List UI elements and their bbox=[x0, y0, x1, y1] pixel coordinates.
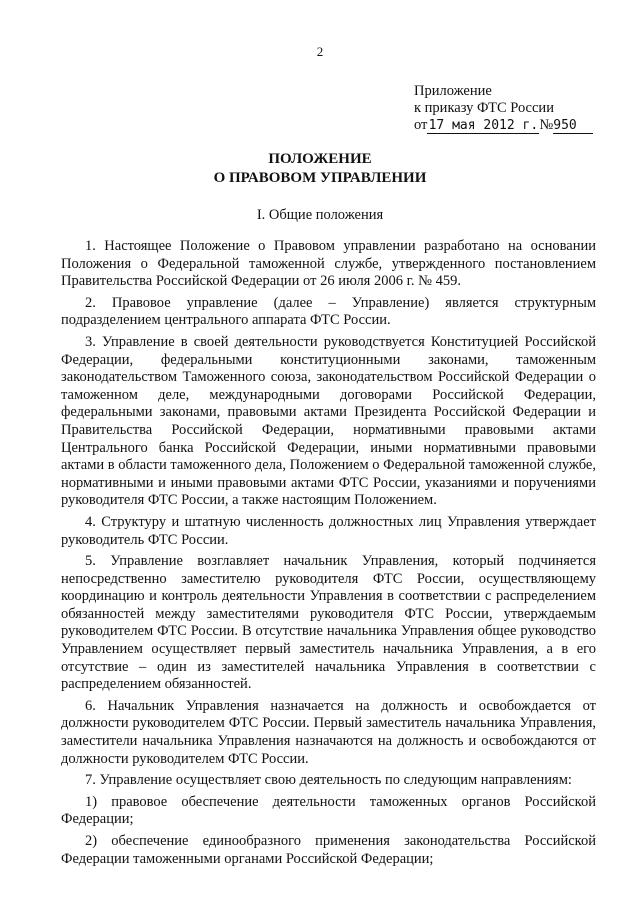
paragraph: 1. Настоящее Положение о Правовом управлении разработано на основании Положения о Федеральной таможенной службе, утвержденного постановлением Правительства Российской Федерации от 26 июля 2006 г. № 459. bbox=[61, 238, 596, 290]
document-body bbox=[61, 238, 596, 872]
appendix-date-line bbox=[414, 117, 593, 134]
paragraph: 4. Структуру и штатную численность должностных лиц Управления утверждает руководитель ФТС России. bbox=[61, 513, 596, 548]
appendix-order-ref: к приказу ФТС России bbox=[414, 100, 554, 116]
appendix-block bbox=[414, 83, 593, 134]
from-label: от bbox=[414, 117, 428, 133]
document-title: ПОЛОЖЕНИЕ bbox=[268, 151, 372, 167]
paragraph: 6. Начальник Управления назначается на должность и освобождается от должности руководителем ФТС России. Первый заместитель начальника Управления, заместители начальника Управления назначаются на должность и освобождаются от должности руководителем ФТС России. bbox=[61, 697, 596, 767]
paragraph: 3. Управление в своей деятельности руководствуется Конституцией Российской Федерации, федеральными конституционными законами, таможенным законодательством Таможенного союза, законодательством Российской Федерации о таможенном деле, международными договорами Российской Федерации, федеральными законами, правовыми актами Президента Российской Федерации и Правительства Российской Федерации, нормативными правовыми актами Центрального банка Российской Федерации, иными нормативными правовыми актами в области таможенного дела, Положением о Федеральной таможенной службе, нормативными и иными правовыми актами ФТС России, указаниями и поручениями руководителя ФТС России, а также настоящим Положением. bbox=[61, 333, 596, 509]
order-date: 17 мая 2012 г. bbox=[428, 118, 539, 133]
page-number: 2 bbox=[316, 44, 324, 59]
appendix-label: Приложение bbox=[414, 83, 492, 99]
number-label: № bbox=[539, 117, 554, 133]
list-item: 2) обеспечение единообразного применения законодательства Российской Федерации таможенными органами Российской Федерации; bbox=[61, 833, 596, 867]
paragraph: 2. Правовое управление (далее – Управление) является структурным подразделением центрального аппарата ФТС России. bbox=[61, 294, 596, 329]
document-subtitle: О ПРАВОВОМ УПРАВЛЕНИИ bbox=[213, 170, 427, 186]
order-number: 950 bbox=[553, 119, 593, 134]
paragraph: 7. Управление осуществляет свою деятельность по следующим направлениям: bbox=[85, 772, 572, 789]
paragraph: 5. Управление возглавляет начальник Управления, который подчиняется непосредственно заместителю руководителя ФТС России, осуществляющему координацию и контроль деятельности Управления в соответствии с распределением обязанностей между заместителями руководителя ФТС России, утверждаемым руководителем ФТС России. В отсутствие начальника Управления общее руководство Управлением осуществляет первый заместитель начальника Управления, а в его отсутствие – один из заместителей начальника Управления в соответствии с распределением обязанностей. bbox=[61, 553, 596, 693]
list-item: 1) правовое обеспечение деятельности таможенных органов Российской Федерации; bbox=[61, 793, 596, 828]
section-heading: I. Общие положения bbox=[256, 207, 384, 223]
